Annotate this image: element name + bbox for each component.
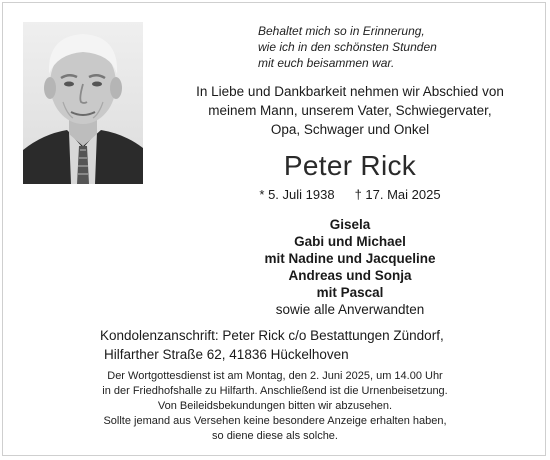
intro-line: In Liebe und Dankbarkeit nehmen wir Abschied von [196, 84, 504, 99]
survivors-closing: sowie alle Anverwandten [275, 302, 425, 317]
survivors-list [165, 216, 535, 318]
intro-line: meinem Mann, unserem Vater, Schwiegervater, [208, 103, 492, 118]
life-dates [165, 186, 535, 204]
address-line-2: Hilfarther Straße 62, 41836 Hückelhoven [104, 347, 349, 362]
memorial-quote [258, 23, 518, 71]
intro-line: Opa, Schwager und Onkel [270, 122, 430, 137]
survivor-line: mit Pascal [316, 285, 384, 300]
birth-date: * 5. Juli 1938 [259, 187, 335, 202]
survivor-line: Gabi und Michael [294, 234, 406, 249]
notice-line: Von Beileidsbekundungen bitten wir abzusehen. [157, 400, 393, 412]
notice-line: Sollte jemand aus Versehen keine besondere Anzeige erhalten haben, [103, 415, 447, 427]
service-notice [40, 369, 510, 444]
notice-line: in der Friedhofshalle zu Hilfarth. Anschließend ist die Urnenbeisetzung. [102, 385, 448, 397]
farewell-intro [165, 82, 535, 139]
quote-line: wie ich in den schönsten Stunden [258, 40, 437, 54]
quote-line: Behaltet mich so in Erinnerung, [258, 24, 425, 38]
death-date: † 17. Mai 2025 [354, 187, 441, 202]
survivor-line: Andreas und Sonja [288, 268, 412, 283]
deceased-name: Peter Rick [283, 150, 417, 181]
notice-line: Der Wortgottesdienst ist am Montag, den 2. Juni 2025, um 14.00 Uhr [107, 370, 443, 382]
condolence-address [100, 326, 460, 364]
survivor-line: mit Nadine und Jacqueline [264, 251, 436, 266]
address-line-1: Kondolenzanschrift: Peter Rick c/o Bestattungen Zündorf, [100, 328, 444, 343]
survivor-line: Gisela [329, 217, 371, 232]
notice-line: so diene diese als solche. [212, 430, 338, 442]
portrait-photo [23, 22, 143, 184]
quote-line: mit euch beisammen war. [258, 56, 395, 70]
